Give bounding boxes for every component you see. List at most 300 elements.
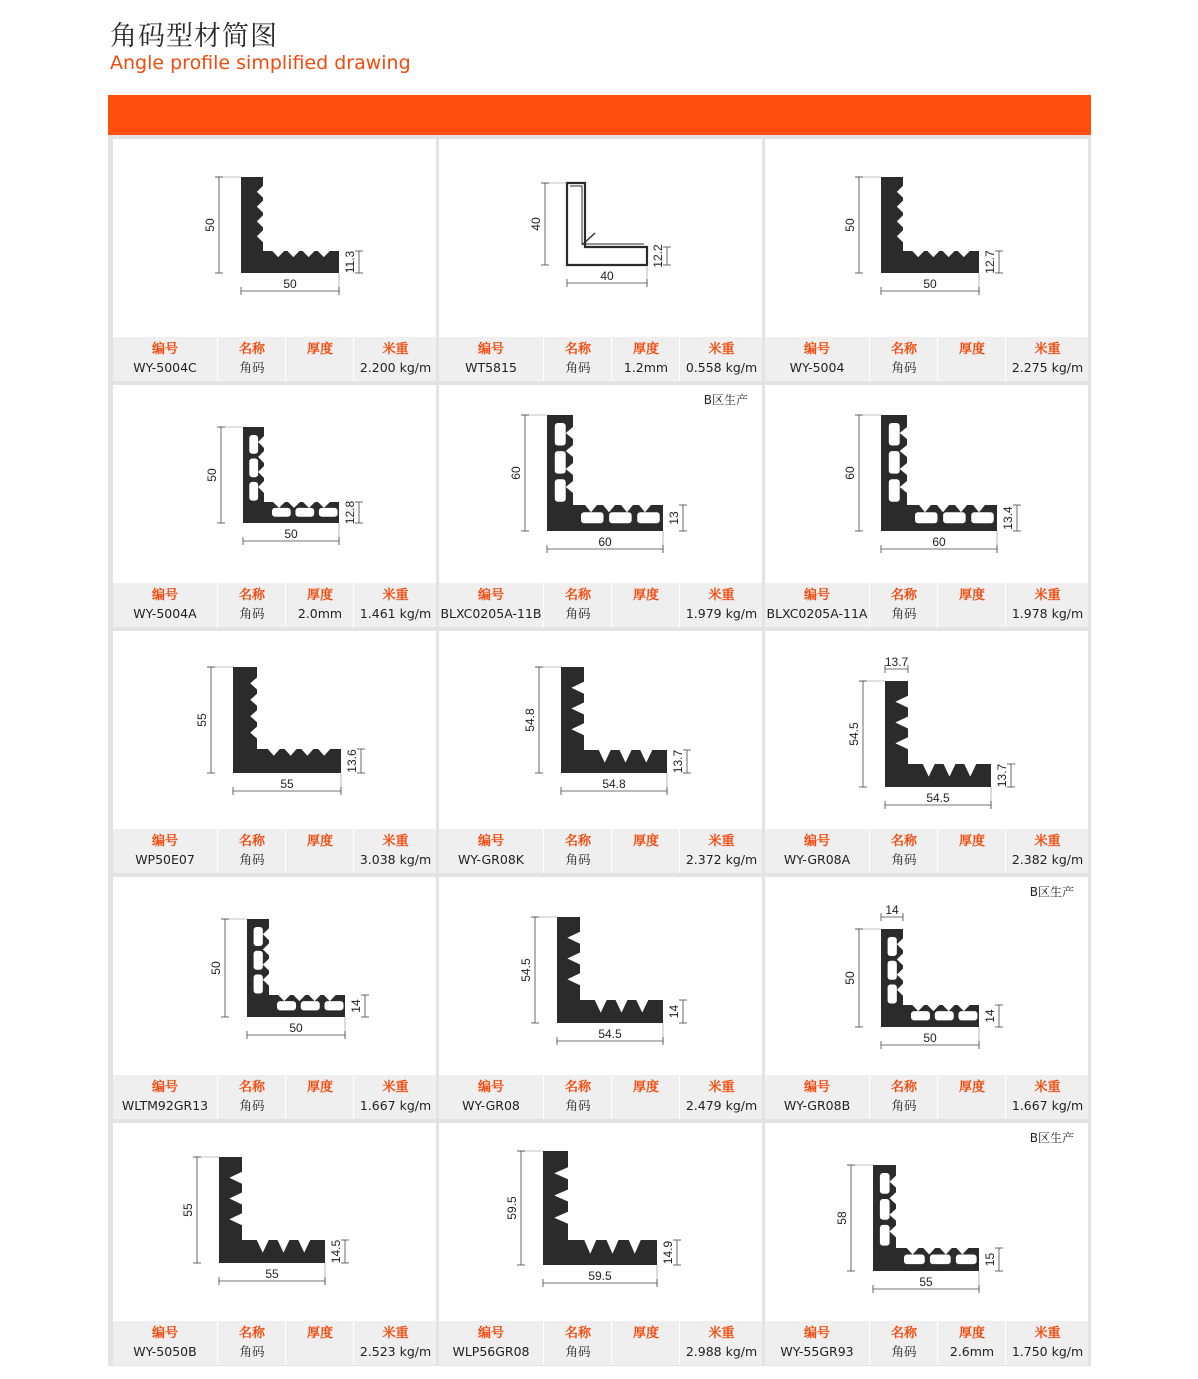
spec-row [439,829,762,873]
profile-card [765,385,1088,627]
spec-name-value: 角码 [565,360,591,375]
spec-name-value: 角码 [565,852,591,867]
spec-thickness [285,1075,354,1119]
spec-code [439,1321,543,1365]
spec-name-value: 角码 [239,1098,265,1113]
spec-name-value: 角码 [891,1344,917,1359]
profile-grid [108,135,1091,1366]
spec-weight-value: 2.275 kg/m [1011,360,1084,375]
height-dimension [209,919,229,1017]
profile-card [765,1123,1088,1365]
spec-code-label: 编号 [477,834,504,849]
svg-text:50: 50 [923,277,937,291]
width-dimension [247,1021,345,1039]
thickness-dimension [671,749,691,773]
profile-drawing [439,877,762,1075]
spec-row [765,1321,1088,1365]
svg-text:15: 15 [983,1252,997,1267]
profile-card [765,139,1088,381]
profile-shape [219,1157,325,1263]
spec-name-value: 角码 [565,1098,591,1113]
spec-code [113,829,217,873]
spec-name [869,337,938,381]
spec-name [869,583,938,627]
height-dimension [519,917,539,1023]
spec-weight [353,337,437,381]
svg-text:14.9: 14.9 [661,1240,675,1265]
spec-name-label: 名称 [238,342,265,357]
spec-weight-value: 2.479 kg/m [685,1098,758,1113]
spec-weight-value: 1.667 kg/m [359,1098,432,1113]
svg-text:55: 55 [280,777,294,791]
svg-text:59.5: 59.5 [588,1269,612,1283]
spec-thickness [285,1321,354,1365]
height-dimension [835,1165,855,1271]
width-dimension [233,777,341,795]
spec-thickness [937,583,1006,627]
spec-name-label: 名称 [564,834,591,849]
profile-card [439,877,762,1119]
spec-row [765,337,1088,381]
spec-weight-label: 米重 [708,1326,735,1341]
svg-text:50: 50 [289,1021,303,1035]
spec-code-value: WY-55GR93 [780,1344,854,1359]
spec-name [869,1075,938,1119]
thickness-dimension [343,500,363,524]
svg-text:60: 60 [932,535,946,549]
spec-weight [1005,1321,1089,1365]
spec-weight [1005,583,1089,627]
spec-name [543,829,612,873]
spec-name-label: 名称 [564,1326,591,1341]
thickness-dimension [983,1248,1003,1271]
profile-shape [881,177,979,273]
spec-weight-label: 米重 [708,342,735,357]
spec-row [439,583,762,627]
svg-text:50: 50 [284,527,298,541]
profile-shape [243,427,339,523]
width-dimension [543,1269,657,1287]
spec-weight-value: 1.750 kg/m [1011,1344,1084,1359]
height-dimension [509,415,529,531]
profile-shape [547,415,663,531]
width-dimension [885,791,991,809]
profile-shape [543,1151,657,1265]
spec-code-value: BLXC0205A-11B [440,606,542,621]
spec-name-label: 名称 [890,1326,917,1341]
height-dimension [205,427,225,523]
spec-code-label: 编号 [151,1080,178,1095]
spec-row [439,1321,762,1365]
spec-thickness-label: 厚度 [958,1326,985,1341]
spec-thickness-label: 厚度 [306,1080,333,1095]
height-dimension [529,183,549,265]
spec-code [765,337,869,381]
spec-name [543,1075,612,1119]
spec-code [113,583,217,627]
thickness-dimension [345,749,365,773]
page-title: 角码型材简图 [110,21,278,52]
production-zone-note: B区生产 [1029,885,1074,899]
spec-weight-value: 3.038 kg/m [359,852,432,867]
spec-weight-label: 米重 [382,588,409,603]
spec-thickness [611,583,680,627]
spec-thickness-label: 厚度 [632,588,659,603]
profile-shape [557,917,663,1023]
spec-code-value: WLTM92GR13 [121,1098,209,1113]
spec-weight [679,583,763,627]
spec-code [439,829,543,873]
svg-text:40: 40 [600,269,614,283]
spec-row [439,337,762,381]
spec-thickness-label: 厚度 [632,1080,659,1095]
spec-row [439,1075,762,1119]
spec-row [113,829,436,873]
spec-thickness [937,829,1006,873]
spec-weight [679,337,763,381]
spec-name [543,337,612,381]
spec-weight-value: 1.461 kg/m [359,606,432,621]
width-dimension [219,1267,325,1285]
spec-code-label: 编号 [151,342,178,357]
profile-shape [567,183,647,265]
spec-thickness-value: 2.0mm [297,606,343,621]
profile-drawing [765,385,1088,583]
profile-drawing [765,139,1088,337]
spec-thickness-label: 厚度 [632,1326,659,1341]
svg-text:60: 60 [843,466,857,480]
spec-code-value: WY-GR08A [783,852,851,867]
profile-card [113,631,436,873]
spec-thickness [285,829,354,873]
spec-thickness [285,337,354,381]
spec-weight [1005,337,1089,381]
spec-thickness-value: 2.6mm [949,1344,995,1359]
spec-name-value: 角码 [239,360,265,375]
width-dimension [881,535,997,553]
spec-weight-label: 米重 [708,588,735,603]
spec-weight [679,829,763,873]
spec-row [113,337,436,381]
height-dimension [843,929,863,1027]
svg-text:14: 14 [983,1009,997,1023]
spec-name-value: 角码 [565,1344,591,1359]
spec-code-label: 编号 [803,834,830,849]
spec-thickness [937,1321,1006,1365]
svg-text:14: 14 [885,903,899,917]
spec-thickness [937,1075,1006,1119]
spec-name [217,829,286,873]
width-dimension [243,527,339,545]
svg-text:14: 14 [349,999,363,1013]
spec-code-label: 编号 [151,834,178,849]
spec-thickness-label: 厚度 [306,588,333,603]
width-dimension [881,277,979,295]
spec-weight-value: 2.523 kg/m [359,1344,432,1359]
spec-thickness [611,829,680,873]
spec-weight [353,829,437,873]
profile-card [113,139,436,381]
spec-code-value: WT5815 [465,360,517,375]
profile-drawing [765,877,1088,1075]
profile-card [439,385,762,627]
profile-shape [873,1165,979,1271]
svg-text:60: 60 [598,535,612,549]
profile-card [439,139,762,381]
thickness-dimension [667,1000,687,1023]
thickness-dimension [667,505,687,531]
width-dimension [567,269,647,287]
height-dimension [843,177,863,273]
spec-code [439,583,543,627]
spec-weight [1005,829,1089,873]
profile-card [113,877,436,1119]
width-dimension [561,777,667,795]
profile-drawing [113,139,436,337]
svg-text:13.6: 13.6 [345,749,359,773]
spec-thickness-value: 1.2mm [623,360,669,375]
spec-thickness [611,337,680,381]
spec-weight-value: 1.979 kg/m [685,606,758,621]
profile-shape [561,667,667,773]
profile-shape [885,681,991,787]
spec-thickness-label: 厚度 [306,342,333,357]
spec-weight [353,583,437,627]
svg-text:13.4: 13.4 [1001,506,1015,530]
spec-name-value: 角码 [891,360,917,375]
spec-code-value: WY-GR08B [783,1098,851,1113]
spec-row [113,1321,436,1365]
spec-name [869,829,938,873]
svg-text:58: 58 [835,1211,849,1225]
svg-text:55: 55 [919,1275,933,1289]
spec-weight-value: 1.667 kg/m [1011,1098,1084,1113]
spec-code [765,829,869,873]
svg-text:54.5: 54.5 [598,1027,622,1041]
profile-drawing [439,385,762,583]
production-zone-note: B区生产 [703,393,748,407]
spec-thickness [937,337,1006,381]
spec-weight-value: 1.978 kg/m [1011,606,1084,621]
thickness-dimension [983,250,1003,274]
svg-text:12.8: 12.8 [343,500,357,525]
spec-weight-label: 米重 [708,834,735,849]
spec-code [765,1321,869,1365]
height-dimension [203,177,223,273]
spec-name-value: 角码 [891,852,917,867]
spec-name-label: 名称 [890,834,917,849]
spec-weight-label: 米重 [382,834,409,849]
svg-text:12.2: 12.2 [651,244,665,268]
profile-shape [241,177,339,273]
spec-name-label: 名称 [564,342,591,357]
profile-card [439,631,762,873]
spec-name-value: 角码 [239,1344,265,1359]
spec-name-label: 名称 [564,588,591,603]
profile-card [765,877,1088,1119]
profile-card [113,1123,436,1365]
spec-name-label: 名称 [238,588,265,603]
spec-name-label: 名称 [890,342,917,357]
spec-code [113,1075,217,1119]
profile-shape [233,667,341,773]
profile-shape [881,415,997,531]
profile-drawing [439,631,762,829]
spec-weight-value: 2.988 kg/m [685,1344,758,1359]
spec-code [765,1075,869,1119]
spec-code-label: 编号 [803,342,830,357]
spec-thickness [611,1075,680,1119]
spec-thickness [285,583,354,627]
spec-code-value: WY-GR08 [462,1098,520,1113]
svg-text:13.7: 13.7 [995,763,1009,788]
svg-text:13: 13 [667,511,681,525]
spec-name-label: 名称 [564,1080,591,1095]
spec-code-value: WY-5050B [133,1344,197,1359]
thickness-dimension [343,250,363,273]
svg-text:50: 50 [203,218,217,232]
height-dimension [181,1157,201,1263]
thickness-dimension [1001,505,1021,531]
profile-drawing [113,877,436,1075]
width-dimension [873,1275,979,1293]
spec-code-label: 编号 [803,1080,830,1095]
spec-weight-label: 米重 [1034,588,1061,603]
spec-name [217,337,286,381]
profile-drawing [439,1123,762,1321]
svg-text:50: 50 [205,468,219,482]
spec-code [113,337,217,381]
spec-weight [353,1075,437,1119]
header-bar [108,95,1091,135]
thickness-dimension [349,995,369,1017]
spec-name [869,1321,938,1365]
spec-code-label: 编号 [151,588,178,603]
spec-weight-label: 米重 [1034,834,1061,849]
profile-drawing [765,631,1088,829]
svg-text:55: 55 [195,713,209,727]
svg-text:60: 60 [509,466,523,480]
spec-weight-label: 米重 [708,1080,735,1095]
spec-name-value: 角码 [239,852,265,867]
spec-code-value: BLXC0205A-11A [766,606,868,621]
spec-weight-label: 米重 [382,342,409,357]
height-dimension [843,415,863,531]
profile-drawing [439,139,762,337]
spec-weight [353,1321,437,1365]
svg-text:50: 50 [923,1031,937,1045]
spec-name-value: 角码 [565,606,591,621]
svg-text:54.8: 54.8 [602,777,626,791]
spec-row [765,1075,1088,1119]
spec-weight-label: 米重 [1034,1080,1061,1095]
thickness-dimension [661,1240,681,1265]
spec-code-label: 编号 [477,1080,504,1095]
spec-code [439,337,543,381]
spec-name-label: 名称 [238,834,265,849]
width-dimension [557,1027,663,1045]
spec-thickness-label: 厚度 [958,834,985,849]
svg-text:14.5: 14.5 [329,1239,343,1264]
spec-thickness-label: 厚度 [306,1326,333,1341]
spec-row [113,583,436,627]
spec-name-value: 角码 [891,1098,917,1113]
production-zone-note: B区生产 [1029,1131,1074,1145]
height-dimension [523,667,543,773]
spec-code-value: WY-GR08K [458,852,524,867]
svg-text:50: 50 [843,971,857,985]
thickness-dimension [983,1005,1003,1027]
width-dimension [547,535,663,553]
svg-text:13.7: 13.7 [671,749,685,774]
svg-text:55: 55 [181,1203,195,1217]
spec-name-label: 名称 [890,588,917,603]
spec-name-label: 名称 [238,1326,265,1341]
profile-card [765,631,1088,873]
spec-thickness-label: 厚度 [632,834,659,849]
spec-code [439,1075,543,1119]
spec-code-value: WY-5004 [789,360,845,375]
thickness-dimension [651,244,671,268]
spec-code-label: 编号 [803,1326,830,1341]
spec-weight-value: 2.200 kg/m [359,360,432,375]
thickness-dimension [995,763,1015,787]
profile-drawing [765,1123,1088,1321]
spec-name [543,583,612,627]
spec-code-label: 编号 [803,588,830,603]
svg-text:59.5: 59.5 [505,1196,519,1220]
spec-code-label: 编号 [477,342,504,357]
svg-text:11.3: 11.3 [343,250,357,274]
spec-name-value: 角码 [891,606,917,621]
spec-name [217,583,286,627]
spec-name-label: 名称 [238,1080,265,1095]
top-thickness-dimension [881,903,903,921]
svg-text:13.7: 13.7 [884,655,909,669]
svg-text:55: 55 [265,1267,279,1281]
spec-weight [679,1321,763,1365]
height-dimension [195,667,215,773]
spec-weight-label: 米重 [1034,1326,1061,1341]
spec-weight-value: 2.382 kg/m [1011,852,1084,867]
spec-weight-value: 2.372 kg/m [685,852,758,867]
profile-drawing [113,1123,436,1321]
svg-text:50: 50 [209,961,223,975]
spec-code [765,583,869,627]
spec-weight [1005,1075,1089,1119]
spec-thickness-label: 厚度 [632,342,659,357]
svg-text:54.5: 54.5 [847,722,861,746]
spec-code-label: 编号 [477,1326,504,1341]
spec-name-label: 名称 [890,1080,917,1095]
spec-code-label: 编号 [151,1326,178,1341]
spec-name-value: 角码 [239,606,265,621]
svg-text:12.7: 12.7 [983,250,997,274]
spec-row [765,583,1088,627]
width-dimension [241,277,339,295]
profile-shape [881,929,979,1027]
spec-row [765,829,1088,873]
spec-code-value: WP50E07 [135,852,195,867]
svg-text:54.5: 54.5 [519,958,533,982]
spec-code-value: WY-5004A [133,606,197,621]
width-dimension [881,1031,979,1049]
spec-thickness-label: 厚度 [958,342,985,357]
top-thickness-dimension [885,655,909,673]
page-subtitle: Angle profile simplified drawing [110,52,411,74]
svg-text:50: 50 [283,277,297,291]
height-dimension [505,1151,525,1265]
